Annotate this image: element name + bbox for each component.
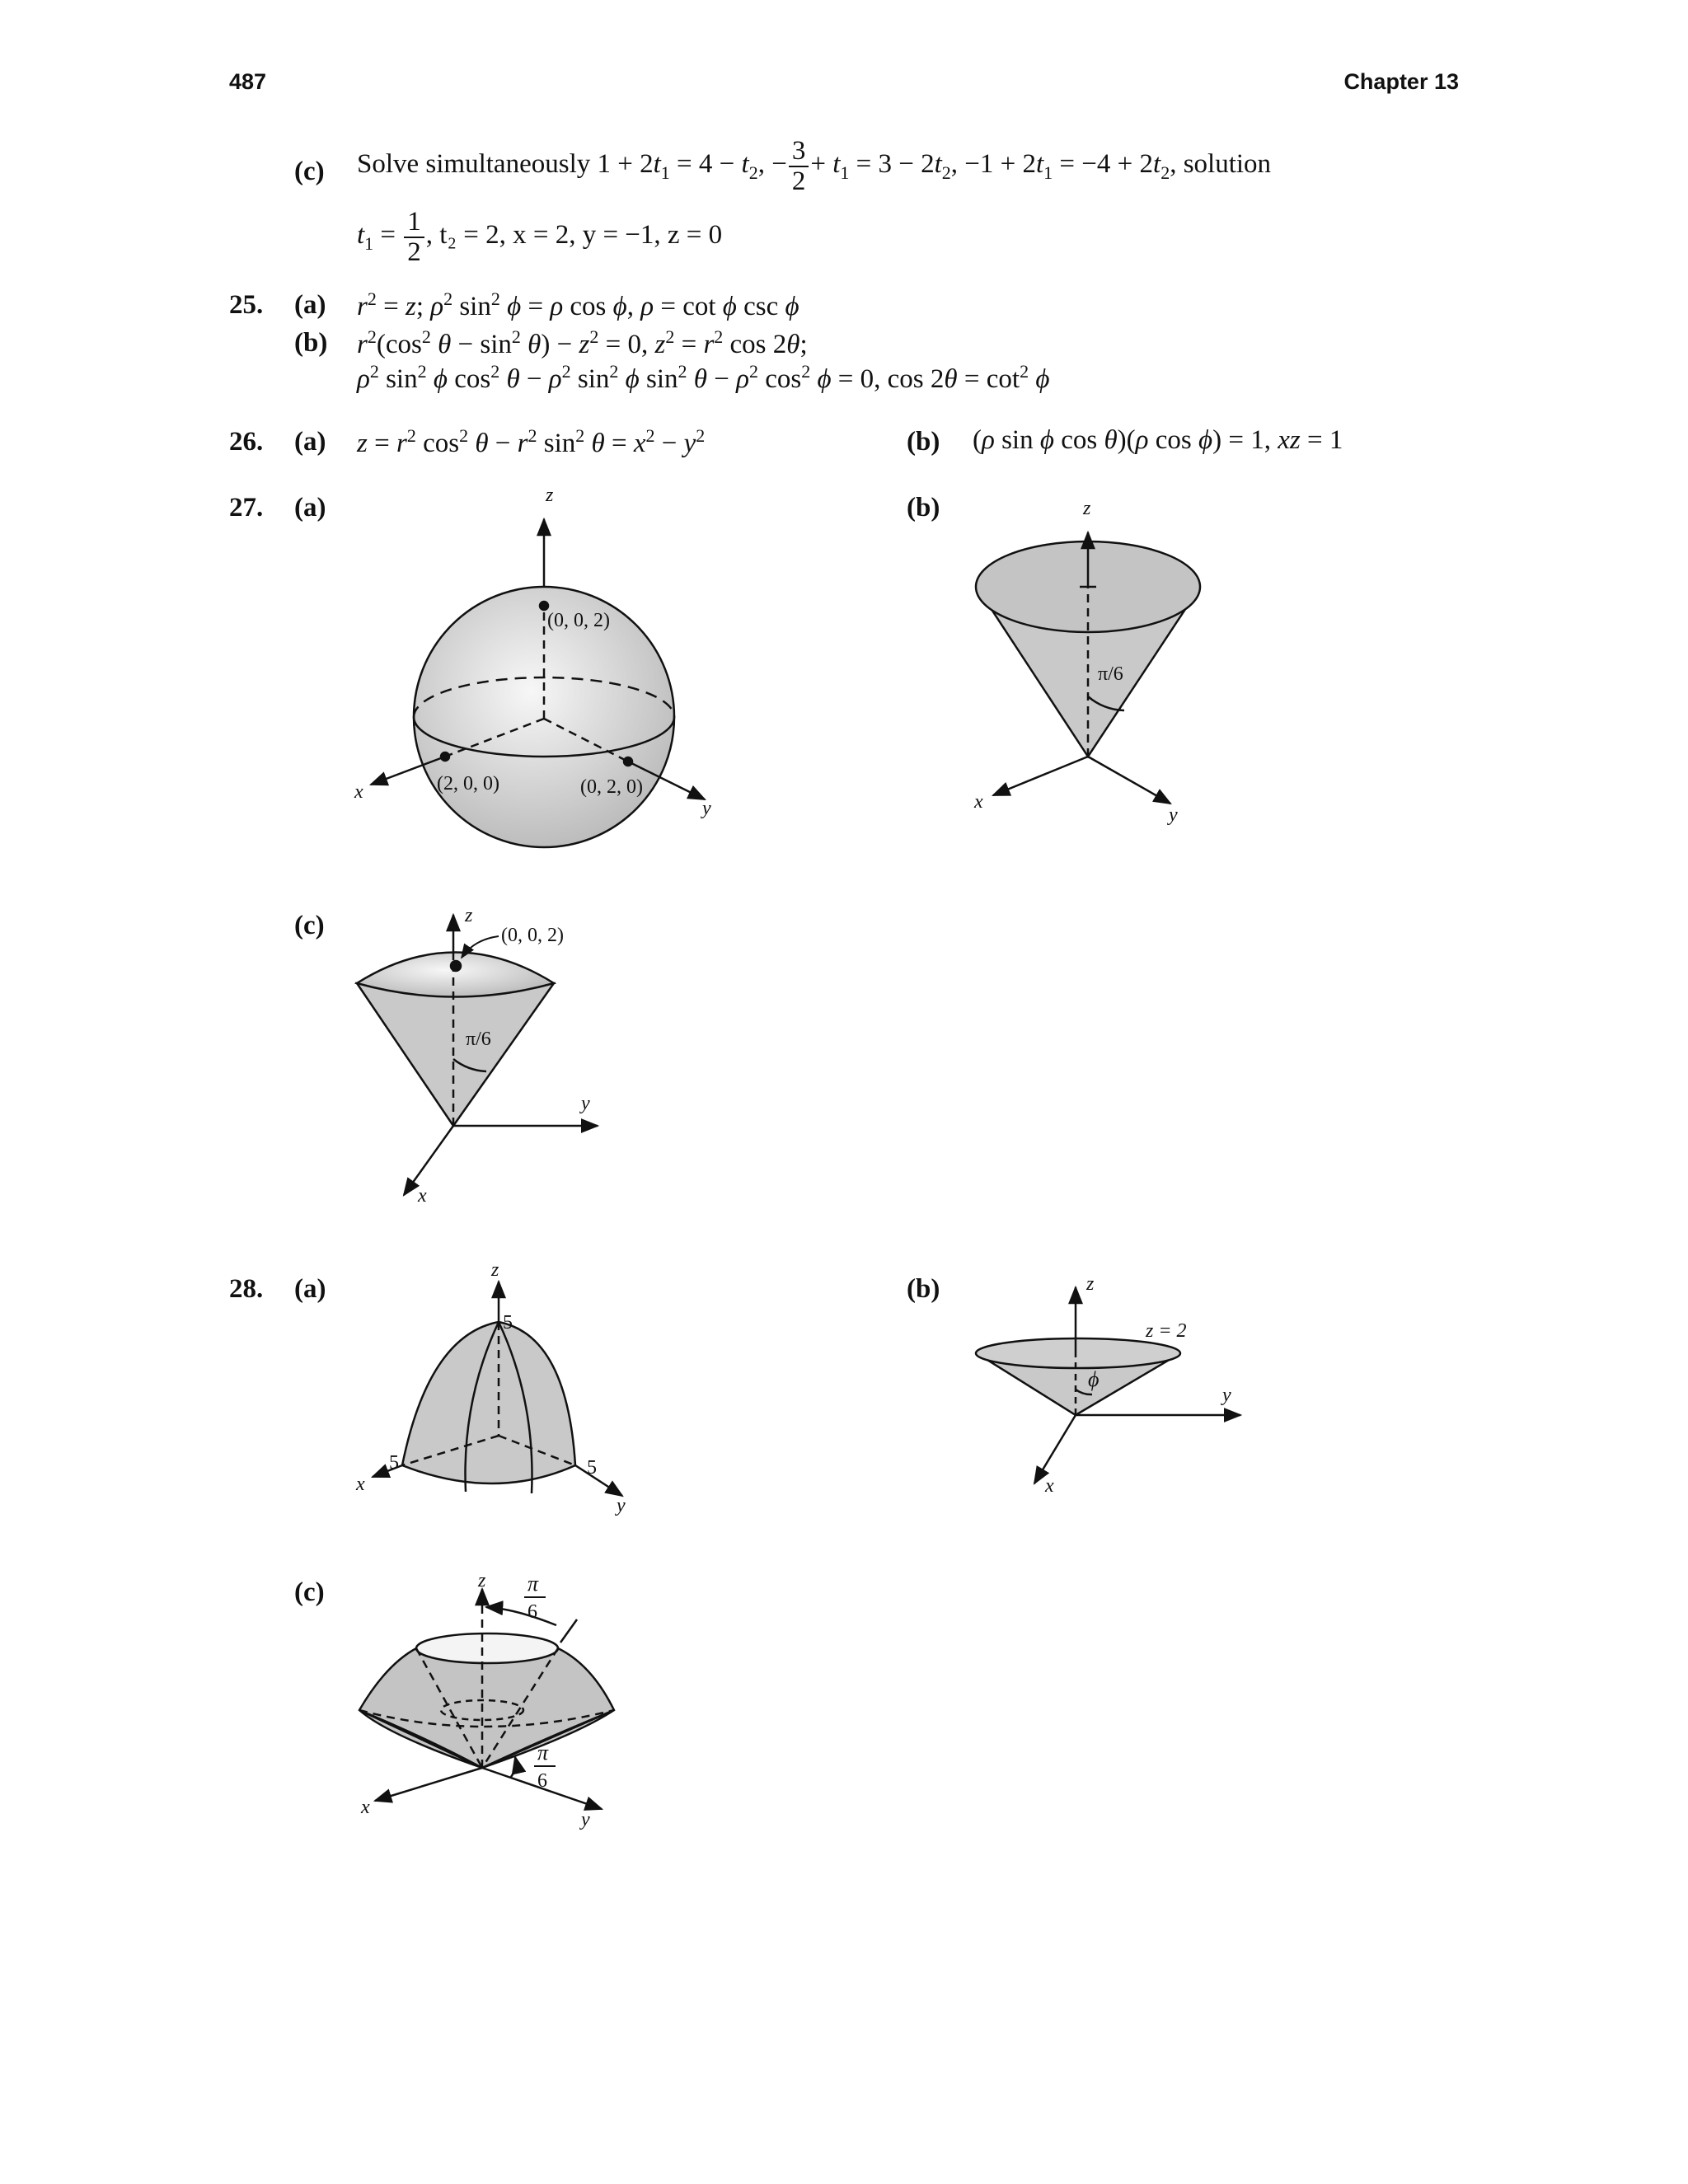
fraction: $\frac{1}{2}$	[404, 208, 424, 266]
p28-number: 28.	[229, 1274, 264, 1304]
fig-27a-y-point: (0, 2, 0)	[580, 776, 643, 798]
fig-28c-y-label: y	[581, 1809, 590, 1830]
fig-28a-z-label: z	[491, 1259, 499, 1281]
fig-27b-z-label: z	[1083, 498, 1091, 519]
p27-number: 27.	[229, 493, 264, 523]
fraction: $\frac{3}{2}$	[789, 137, 809, 195]
fig-28a-hemisphere	[373, 1282, 622, 1496]
cone-side	[357, 983, 554, 1126]
angle-arc-bottom	[511, 1757, 516, 1777]
p26-number: 26.	[229, 427, 264, 457]
fig-28c-z-label: z	[478, 1570, 486, 1591]
fig-28b-z-label: z	[1086, 1273, 1095, 1295]
outer-surface	[359, 1648, 614, 1768]
fig-28b-plane-label: z = 2	[1146, 1320, 1187, 1342]
p25-number: 25.	[229, 290, 264, 320]
point-top	[451, 961, 461, 971]
page-number: 487	[229, 69, 267, 94]
fig-27c-y-label: y	[581, 1093, 590, 1114]
fig-28c-angle-top-six: 6	[528, 1601, 537, 1623]
fig-28c-angle-bottom-pi: π	[537, 1741, 549, 1765]
fig-27c-x-label: x	[418, 1185, 427, 1207]
fig-27a-sphere	[371, 519, 705, 847]
angle-arc-top	[486, 1607, 556, 1625]
fig-28b-y-label: y	[1222, 1385, 1231, 1406]
p26-label-a: (a)	[294, 427, 326, 457]
x-axis	[375, 1768, 482, 1801]
fig-27c-ice-cream-cone	[357, 915, 598, 1195]
y-axis	[575, 1465, 622, 1496]
fig-28c-spherical-shell	[359, 1589, 614, 1809]
p26-b-equation: (ρ sin ϕ cos θ)(ρ cos ϕ) = 1, xz = 1	[973, 425, 1343, 455]
p25-a-equation: $r^2 = z$; $\rho^2$ $\sin^2 \phi = \rho$ cos ϕ, ρ = cot ϕ csc ϕ	[357, 288, 799, 321]
p27-label-b: (b)	[907, 493, 940, 523]
p28-label-c: (c)	[294, 1577, 325, 1607]
p25-b-equation-2: $\rho^2$ $\sin^2 \phi$ $\cos^2 \theta - \rho^2$ $\sin^2 \phi$ $\sin^2 \theta - \rho^2$ $\cos^2 \phi = 0$, $\cos 2\theta = \cot^2 \phi$	[357, 361, 1050, 394]
fig-27b-y-label: y	[1169, 804, 1178, 826]
p25-b-equation-1: $r^2(\cos^2$ $\theta - \sin^2 \theta) - z^2 = 0$, $z^2 = r^2$ cos 2θ;	[357, 326, 808, 359]
fig-28b-x-label: x	[1045, 1475, 1054, 1497]
chapter-title: Chapter 13	[1343, 69, 1459, 94]
p26-label-b: (b)	[907, 427, 940, 457]
fig-27a-x-label: x	[354, 781, 363, 803]
fig-27a-x-point: (2, 0, 0)	[437, 773, 499, 794]
fig-28a-x-label: x	[356, 1474, 365, 1495]
p25-label-a: (a)	[294, 290, 326, 320]
fig-27b-angle-label: π/6	[1098, 663, 1123, 685]
fig-28b-angle-label: ϕ	[1088, 1367, 1100, 1391]
point-x	[441, 752, 449, 761]
x-axis	[1034, 1415, 1076, 1483]
fig-27c-angle-label: π/6	[466, 1029, 491, 1050]
p24-c-line1: Solve simultaneously $1 + 2t_1 = 4 - t_2$, − $\frac{3}{2}$ + $t_1 = 3 - 2t_2$, $-1 + 2t_1 = -4 + 2t_2$, solution	[357, 136, 1272, 196]
fig-28a-y-label: y	[617, 1495, 626, 1516]
fig-28a-y-tick: 5	[587, 1457, 597, 1479]
p27-label-a: (a)	[294, 493, 326, 523]
fig-28b-cone	[976, 1287, 1240, 1483]
fig-27a-y-label: y	[702, 798, 711, 819]
fig-27c-top-point: (0, 0, 2)	[501, 925, 564, 946]
x-axis	[993, 757, 1088, 795]
fig-28a-x-tick: 5	[389, 1452, 399, 1474]
fig-27a-z-label: z	[546, 485, 554, 506]
point-y	[624, 757, 632, 766]
point-top	[540, 602, 548, 610]
fig-27a-top-point: (0, 0, 2)	[547, 610, 610, 631]
fig-28c-angle-bottom-six: 6	[537, 1770, 547, 1792]
x-axis	[404, 1126, 453, 1195]
cone-top	[976, 1338, 1180, 1368]
fig-27c-z-label: z	[465, 905, 473, 926]
p24-label-c: (c)	[294, 157, 325, 186]
p25-label-b: (b)	[294, 328, 328, 358]
top-opening	[416, 1633, 558, 1663]
fig-27b-x-label: x	[974, 791, 983, 813]
p28-label-a: (a)	[294, 1274, 326, 1304]
fig-27b-cone	[976, 532, 1200, 804]
spherical-cap	[357, 953, 554, 997]
angle-ray	[560, 1619, 577, 1643]
fig-28c-angle-top-pi: π	[528, 1572, 539, 1596]
fig-28a-z-tick: 5	[503, 1312, 513, 1333]
p28-label-b: (b)	[907, 1274, 940, 1304]
p24-text-start: Solve simultaneously 1 + 2	[357, 149, 654, 180]
p27-label-c: (c)	[294, 911, 325, 940]
p24-c-line2: $t_1$ = $\frac{1}{2}$ , t₂ = 2, x = 2, y = −1, z = 0	[357, 207, 723, 267]
y-axis	[1088, 757, 1170, 804]
p26-a-equation: $z = r^2$ $\cos^2 \theta - r^2$ $\sin^2 \theta = x^2 - y^2$	[357, 425, 706, 458]
fig-28c-x-label: x	[361, 1797, 370, 1818]
